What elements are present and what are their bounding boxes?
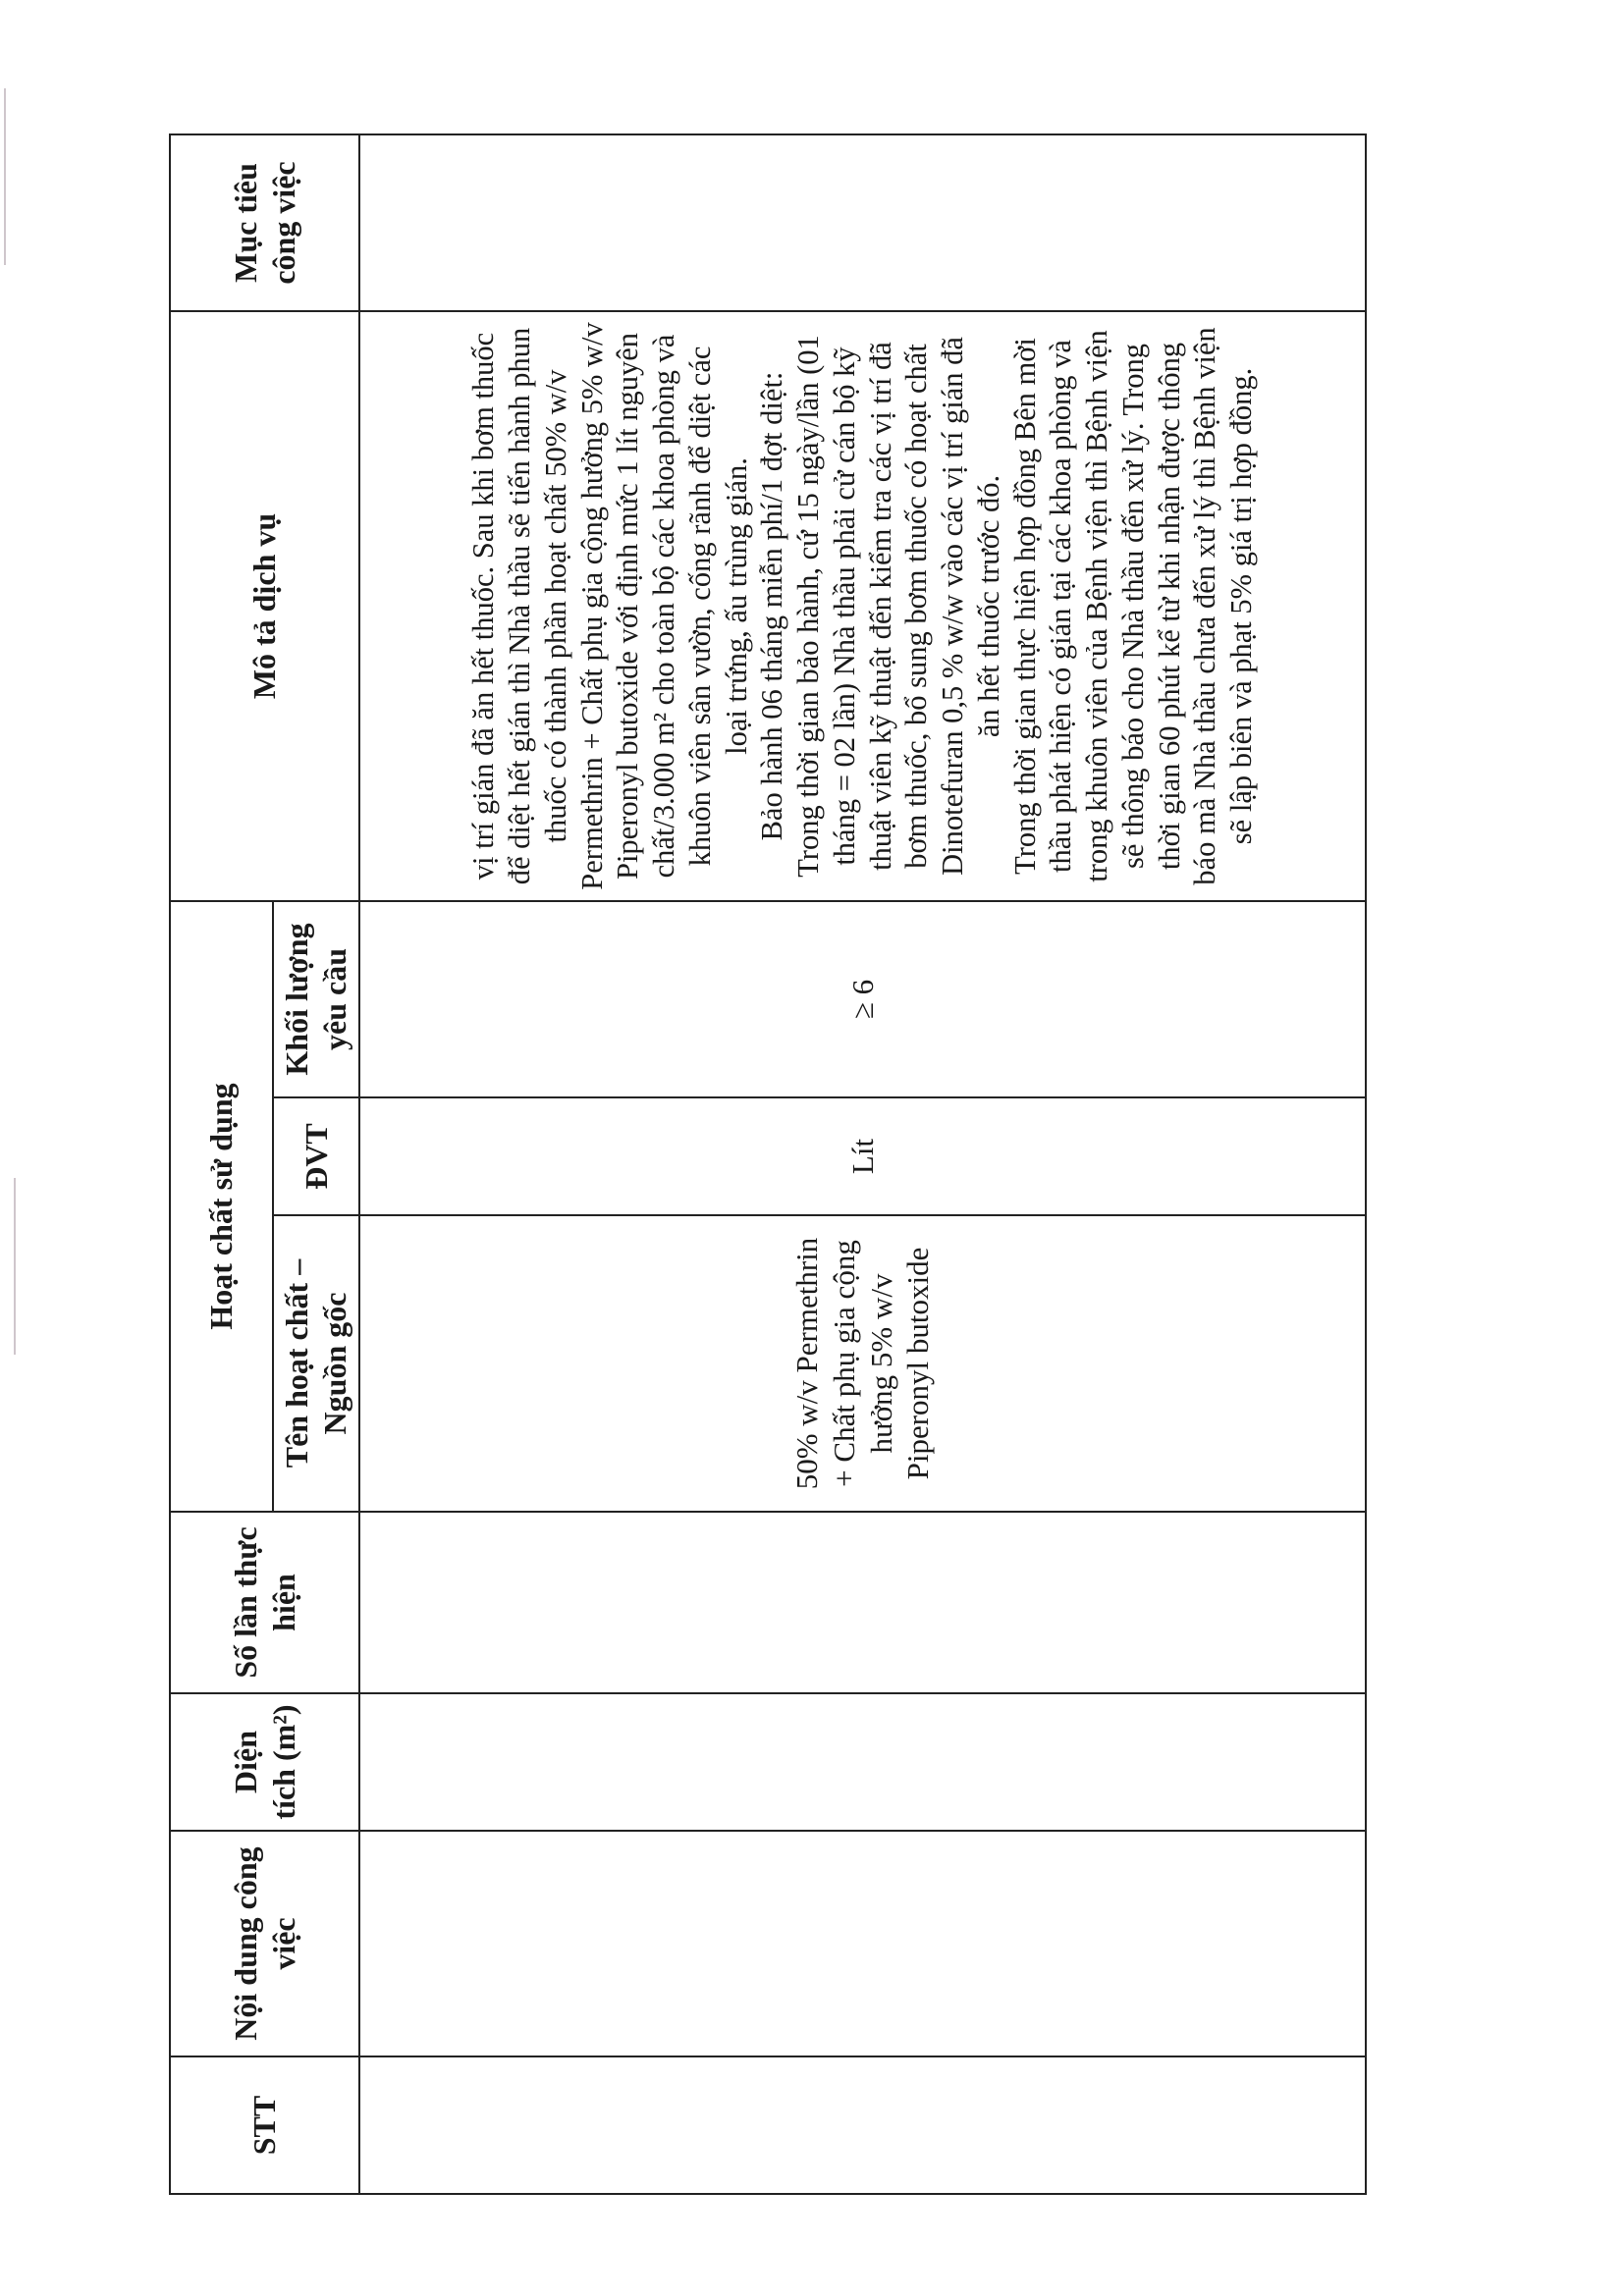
header-hoat-chat-group: Hoạt chất sử dụng: [170, 901, 273, 1512]
mo-ta-paragraph-3: Trong thời gian bảo hành, cứ 15 ngày/lần (01 tháng = 02 lần) Nhà thầu phải cử cán bộ kỹ thuật viên kỹ thuật đến kiểm tra các vị trí đã bơm thuốc, bổ sung bơm thuốc có hoạt chất Dinotefuran 0,5 % w/w vào các vị trí gián đã ăn hết thuốc trước đó.: [791, 335, 1005, 878]
cell-mo-ta: [359, 311, 1366, 901]
header-dvt: ĐVT: [273, 1097, 359, 1215]
header-khoi-luong: Khối lượng yêu cầu: [273, 901, 359, 1097]
cell-stt: [359, 2056, 1366, 2194]
cell-muc-tieu: [359, 134, 1366, 311]
cell-dvt: Lít: [359, 1097, 1366, 1215]
mo-ta-paragraph-2: Bảo hành 06 tháng miễn phí/1 đợt diệt:: [755, 371, 789, 841]
header-noi-dung: Nội dung công việc: [170, 1831, 359, 2056]
header-muc-tieu: Mục tiêu công việc: [170, 134, 359, 311]
header-ten-hoat-chat: Tên hoạt chất – Nguồn gốc: [273, 1215, 359, 1512]
cell-noi-dung: [359, 1831, 1366, 2056]
header-stt: STT: [170, 2056, 359, 2194]
scan-mark: [4, 88, 6, 265]
cell-ten-hoat-chat: 50% w/v Permethrin + Chất phụ gia cộng hưởng 5% w/v Piperonyl butoxide: [359, 1215, 1366, 1512]
mo-ta-paragraph-1: vị trí gián đã ăn hết thuốc. Sau khi bơm thuốc để diệt hết gián thì Nhà thầu sẽ tiến hành phun thuốc có thành phần hoạt chất 50% w/v Permethrin + Chất phụ gia cộng hưởng 5% w/v Piperonyl butoxide với định mức 1 lít nguyên chất/3.000 m² cho toàn bộ các khoa phòng và khuôn viên sân vườn, cống rãnh để diệt các loại trứng, ấu trùng gián.: [466, 322, 753, 890]
scan-mark: [14, 1178, 16, 1355]
header-mo-ta: Mô tả dịch vụ: [170, 311, 359, 901]
cell-dien-tich: [359, 1693, 1366, 1831]
rotated-page-content: [169, 133, 1367, 2195]
mo-ta-paragraph-4: Trong thời gian thực hiện hợp đồng Bên mời thầu phát hiện có gián tại các khoa phòng và trong khuôn viên của Bệnh viện thì Bệnh viện sẽ thông báo cho Nhà thầu đến xử lý. Trong thời gian 60 phút kể từ khi nhận được thông báo mà Nhà thầu chưa đến xử lý thì Bệnh viện sẽ lập biên và phạt 5% giá trị hợp đồng.: [1007, 327, 1259, 885]
cell-so-lan: [359, 1512, 1366, 1693]
table-row: [359, 134, 1366, 2194]
header-dien-tich: Diện tích (m²): [170, 1693, 359, 1831]
cell-khoi-luong: ≥ 6: [359, 901, 1366, 1097]
service-table: [169, 133, 1367, 2195]
header-so-lan: Số lần thực hiện: [170, 1512, 359, 1693]
